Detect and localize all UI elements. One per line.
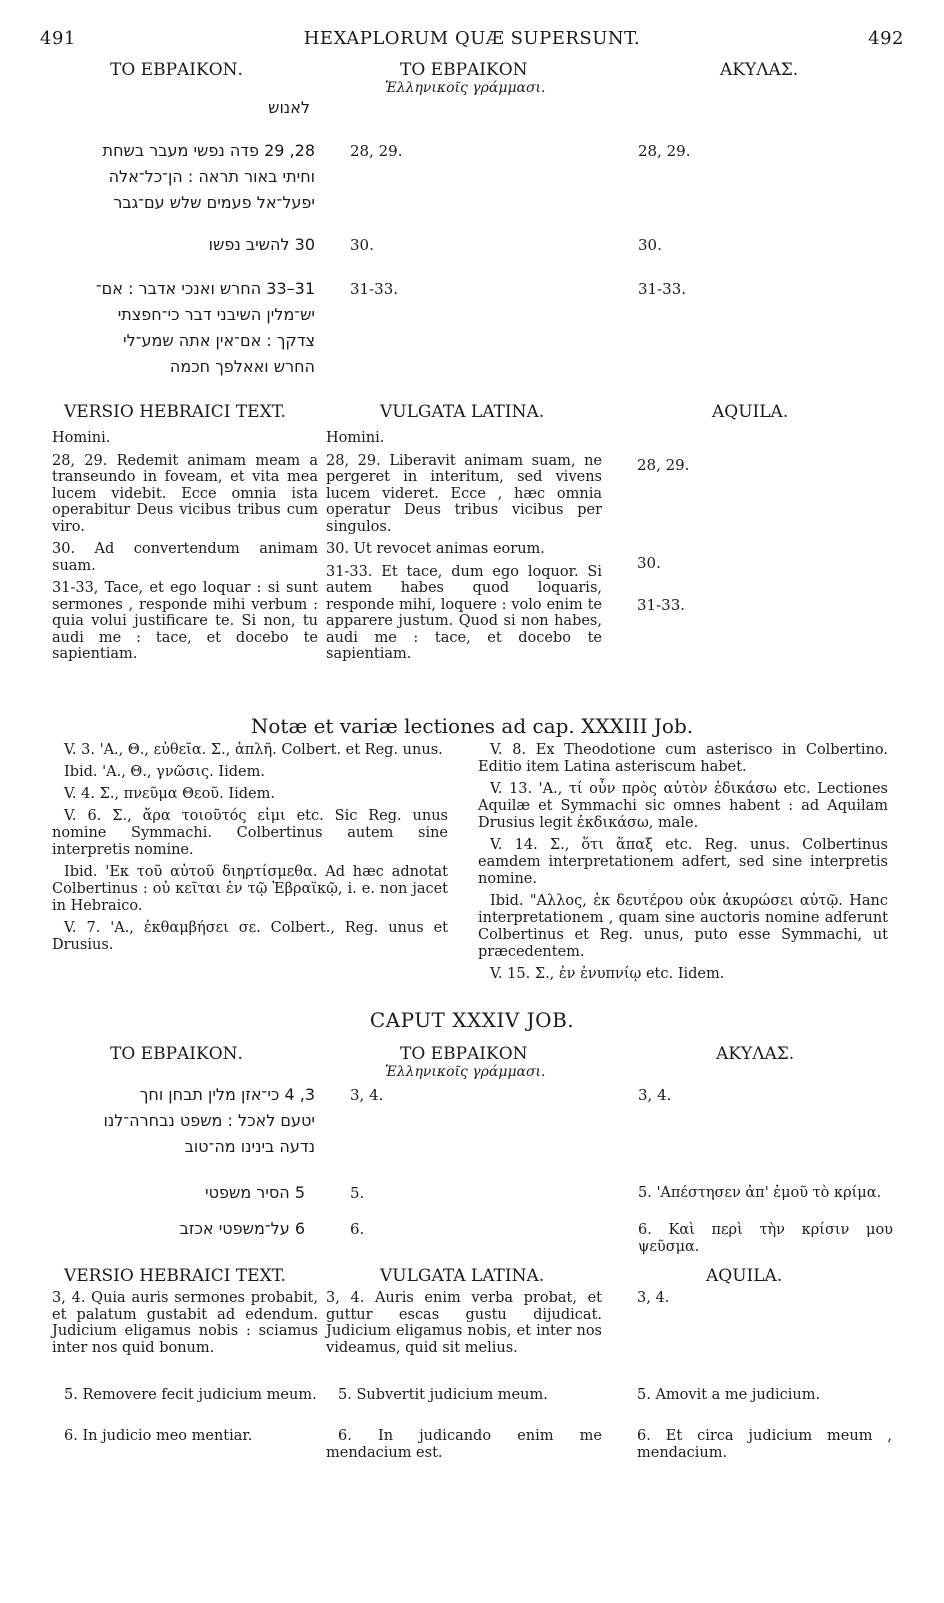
transliteration-verse-28-29: 28, 29.	[350, 142, 403, 160]
hebrew-verse-6: 6 על־משפטי אכזב	[179, 1219, 305, 1238]
versio-verse-6: 6. In judicio meo mentiar.	[64, 1428, 253, 1444]
versio-hebraici-text	[52, 430, 318, 669]
vulgata-latina-text	[326, 430, 602, 669]
vulgata-latina-head: VULGATA LATINA.	[380, 402, 545, 422]
aquila-verse-31-33: 31-33.	[638, 280, 687, 298]
versio-verse-3-4: 3, 4. Quia auris sermones probabit, et palatum gustabit ad edendum. Judicium eligamus nobis : sciamus inter nos quid bonum.	[52, 1290, 318, 1356]
versio-verse-5: 5. Removere fecit judicium meum.	[64, 1387, 317, 1403]
notes-title: Notæ et variæ lectiones ad cap. XXXIII Job.	[250, 714, 694, 738]
hebrew-intro-word: לאנוש	[268, 98, 310, 117]
transliteration-verse-5: 5.	[350, 1184, 365, 1202]
aquila-latin-verse-5: 5. Amovit a me judicium.	[637, 1387, 821, 1403]
page-number-left: 491	[40, 28, 76, 49]
aquila-latin-head: AQUILA.	[712, 402, 789, 422]
note-entry: Ibid. "Αλλος, ἐκ δευτέρου οὐκ ἀκυρώσει αὐτῷ. Hanc interpretationem , quam sine auctoris nomine adferunt Colbertinus et Reg. unus, puto esse Symmachi, ut præcedentem.	[478, 893, 888, 960]
aquila-column-head: ΑΚΥΛΑΣ.	[720, 60, 799, 80]
note-entry: V. 14. Σ., ὅτι ἅπαξ etc. Reg. unus. Colbertinus eamdem interpretationem adfert, sed sine interpretis nomine.	[478, 837, 888, 887]
note-entry: V. 7. 'Α., ἐκθαμβήσει σε. Colbert., Reg. unus et Drusius.	[52, 920, 448, 953]
aquila-verse-30: 30.	[638, 236, 662, 254]
transliteration-verse-31-33: 31-33.	[350, 280, 399, 298]
vulgata-verse-3-4: 3, 4. Auris enim verba probat, et guttur escas gustu dijudicat. Judicium eligamus nobis, et inter nos videamus, quid sit melius.	[326, 1290, 602, 1356]
notes-right-column	[478, 742, 888, 988]
versio-paragraph: Homini.	[52, 430, 111, 446]
note-entry: Ibid. 'Εκ τοῦ αὐτοῦ διηρτίσμεθα. Ad hæc adnotat Colbertinus : οὐ κεῖται ἐν τῷ Ἑβραϊκῷ, i. e. non jacet in Hebraico.	[52, 864, 448, 914]
aquila-latin-item: 28, 29.	[637, 456, 690, 474]
hebrew-verse-5: 5 הסיר משפטי	[205, 1183, 305, 1202]
page-number-right: 492	[868, 28, 904, 49]
transliteration-verse-6: 6.	[350, 1220, 365, 1238]
aquila-verse-28-29: 28, 29.	[638, 142, 691, 160]
note-entry: Ibid. 'Α., Θ., γνῶσις. Iidem.	[64, 764, 265, 780]
note-entry: V. 6. Σ., ἄρα τοιοῦτός εἰμι etc. Sic Reg. unus nomine Symmachi. Colbertinus autem sine interpretis nomine.	[52, 808, 448, 858]
running-title: HEXAPLORUM QUÆ SUPERSUNT.	[303, 28, 641, 49]
aquila-verse-3-4: 3, 4.	[638, 1086, 672, 1104]
versio-paragraph: 28, 29. Redemit animam meam a transeundo in foveam, et vita mea lucem videbit. Ecce omnia ista operabitur Deus vicibus tribus cum viro.	[52, 452, 318, 535]
aquila-verse-5: 5. 'Απέστησεν ἀπ' ἐμοῦ τὸ κρίμα.	[638, 1185, 882, 1201]
aquila-latin-verse-3-4: 3, 4.	[637, 1290, 670, 1306]
aquila-verse-6: 6. Καὶ περὶ τὴν κρίσιν μου ψεῦσμα.	[638, 1222, 893, 1255]
versio-paragraph: 31-33, Tace, et ego loquar : si sunt sermones , responde mihi verbum : quia volui justificare te. Si non, tu audi me : tace, et docebo te sapientiam.	[52, 580, 318, 662]
transliteration-verse-30: 30.	[350, 236, 374, 254]
hebrew-verse-3-4: 3, 4 כי־אזן מלין תבחן וחך יטעם לאכל : משפט נבחרה־לנו נדעה בינינו מה־טוב	[103, 1085, 315, 1156]
vulgata-paragraph: Homini.	[326, 430, 385, 446]
hebrew-verse-30: 30 להשיב נפשו	[208, 235, 315, 254]
aquila-latin-verse-6: 6. Et circa judicium meum , mendacium.	[637, 1428, 892, 1461]
vulgata-verse-5: 5. Subvertit judicium meum.	[338, 1387, 548, 1403]
hebrew-verse-28-29: 28, 29 פדה נפשי מעבר בשחת וחיתי באור תראה : הן־כל־אלה יפעל־אל פעמים שלש עם־גבר	[102, 141, 315, 212]
aquila-latin-item: 30.	[637, 554, 661, 572]
transliteration-column-head: ΤΟ ΕΒΡΑΙΚΟΝ	[400, 60, 528, 80]
transliteration-column-subhead: Ἑλληνικοῖς γράμμασι.	[385, 1064, 546, 1080]
transliteration-column-subhead: Ἑλληνικοῖς γράμμασι.	[385, 80, 546, 96]
vulgata-paragraph: 31-33. Et tace, dum ego loquor. Si autem habes quod loquaris, responde mihi, loquere : volo enim te apparere justum. Quod si non habes, audi me : tace, et docebo te sapientiam.	[326, 563, 602, 662]
hebrew-verse-31-33: 31–33 החרש ואנכי אדבר : אם־ יש־מלין השיבני דבר כי־חפצתי צדקך : אם־אין אתה שמע־לי החרש ואאלפך חכמה	[95, 279, 315, 376]
vulgata-latina-head: VULGATA LATINA.	[380, 1266, 545, 1286]
note-entry: V. 13. 'Α., τί οὖν πρὸς αὐτὸν ἐδικάσω etc. Lectiones Aquilæ et Symmachi sic omnes habent : ad Aquilam Drusius legit ἐκδικάσω, male.	[478, 781, 888, 831]
aquila-column-head: ΑΚΥΛΑΣ.	[716, 1044, 795, 1064]
vulgata-verse-6: 6. In judicando enim me mendacium est.	[326, 1428, 602, 1461]
vulgata-paragraph: 30. Ut revocet animas eorum.	[326, 541, 545, 557]
versio-hebraici-head: VERSIO HEBRAICI TEXT.	[64, 402, 286, 422]
versio-hebraici-head: VERSIO HEBRAICI TEXT.	[64, 1266, 286, 1286]
hebrew-column-head: ΤΟ ΕΒΡΑΙΚΟΝ.	[110, 60, 243, 80]
note-entry: V. 3. 'Α., Θ., εὐθεῖα. Σ., ἁπλῆ. Colbert. et Reg. unus.	[64, 742, 443, 758]
note-entry: V. 8. Ex Theodotione cum asterisco in Colbertino. Editio item Latina asteriscum habet.	[478, 742, 888, 775]
aquila-latin-head: AQUILA.	[706, 1266, 783, 1286]
transliteration-column-head: ΤΟ ΕΒΡΑΙΚΟΝ	[400, 1044, 528, 1064]
vulgata-paragraph: 28, 29. Liberavit animam suam, ne pergeret in interitum, sed vivens lucem videret. Ecce , hæc omnia operatur Deus tribus vicibus per singulos.	[326, 452, 602, 535]
note-entry: V. 15. Σ., ἐν ἐνυπνίῳ etc. Iidem.	[490, 966, 725, 982]
versio-paragraph: 30. Ad convertendum animam suam.	[52, 541, 318, 574]
note-entry: V. 4. Σ., πνεῦμα Θεοῦ. Iidem.	[64, 786, 275, 802]
transliteration-verse-3-4: 3, 4.	[350, 1086, 384, 1104]
chapter-title: CAPUT XXXIV JOB.	[369, 1008, 575, 1032]
notes-left-column	[52, 742, 448, 959]
aquila-latin-item: 31-33.	[637, 596, 686, 614]
hebrew-column-head: ΤΟ ΕΒΡΑΙΚΟΝ.	[110, 1044, 243, 1064]
